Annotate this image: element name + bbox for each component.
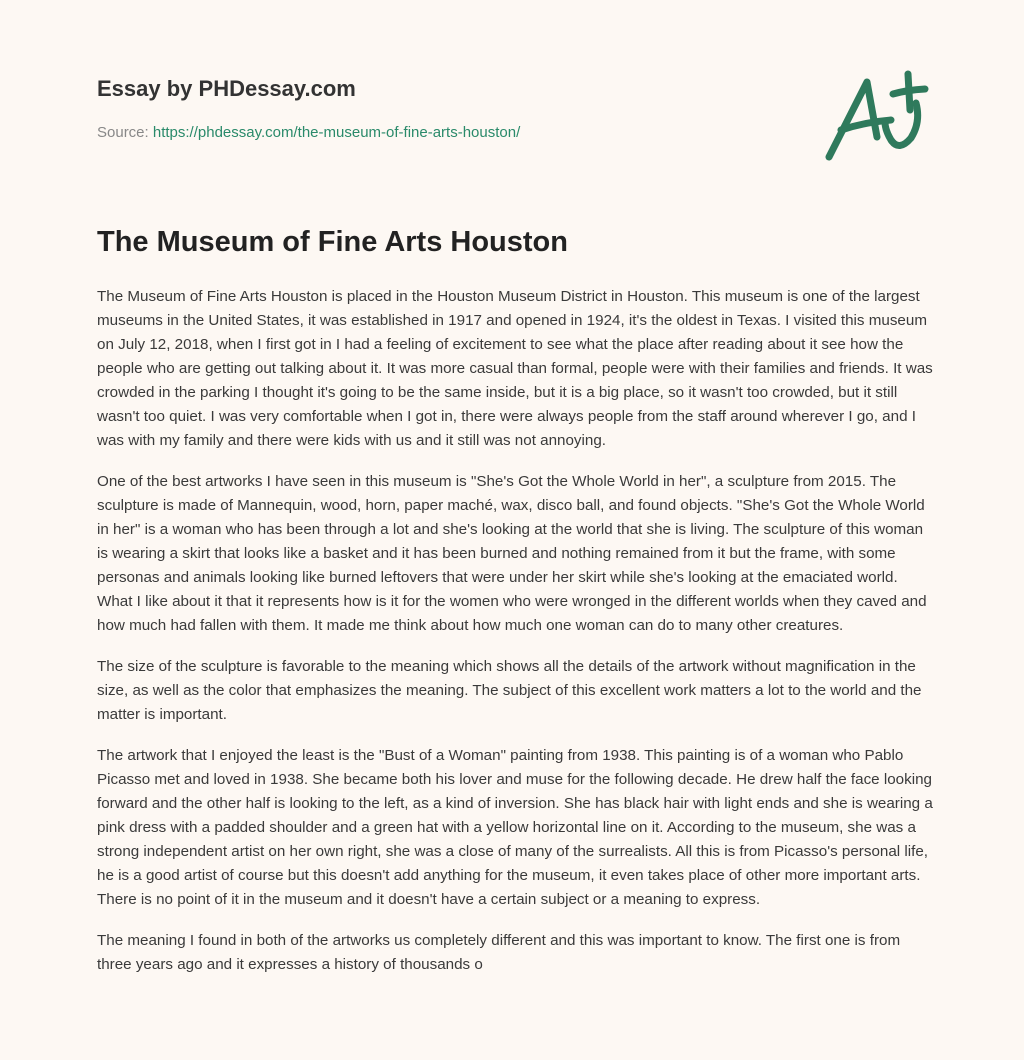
a-plus-grade-icon (815, 62, 935, 167)
essay-paragraph: The meaning I found in both of the artworks us completely different and this was important to know. The first one is from three years ago and it expresses a history of thousands o (97, 932, 901, 973)
source-line (97, 124, 520, 141)
essay-body (97, 285, 933, 994)
site-brand: Essay by PHDessay.com (97, 76, 356, 101)
page-title: The Museum of Fine Arts Houston (97, 226, 568, 258)
essay-paragraph: The size of the sculpture is favorable to the meaning which shows all the details of the artwork without magnification in the size, as well as the color that emphasizes the meaning. The subject of this excellent work matters a lot to the world and the matter is important. (97, 658, 922, 723)
essay-paragraph: One of the best artworks I have seen in this museum is "She's Got the Whole World in her", a sculpture from 2015. The sculpture is made of Mannequin, wood, horn, paper maché, wax, disco ball, and found objects. "She's Got the Whole World in her" is a woman who has been through a lot and she's looking at the world that she is living. The sculpture of this woman is wearing a skirt that looks like a basket and it has been burned and nothing remained from it but the frame, with some personas and animals looking like burned leftovers that were under her skirt while she's looking at the emaciated world. What I like about it that it represents how is it for the women who were wronged in the different worlds when they caved and how much had fallen with them. It made me think about how much one woman can do to many other creatures. (97, 473, 927, 634)
essay-paragraph: The artwork that I enjoyed the least is the "Bust of a Woman" painting from 1938. This painting is of a woman who Pablo Picasso met and loved in 1938. She became both his lover and muse for the following decade. He drew half the face looking forward and the other half is looking to the left, as a kind of inversion. She has black hair with light ends and she is wearing a pink dress with a padded shoulder and a green hat with a yellow horizontal line on it. According to the museum, she was a strong independent artist on her own right, she was a close of many of the surrealists. All this is from Picasso's personal life, he is a good artist of course but this doesn't add anything for the museum, it even takes place of other more important arts. There is no point of it in the museum and it doesn't have a certain subject or a meaning to express. (97, 747, 933, 908)
essay-paragraph: The Museum of Fine Arts Houston is placed in the Houston Museum District in Houston. This museum is one of the largest museums in the United States, it was established in 1917 and opened in 1924, it's the oldest in Texas. I visited this museum on July 12, 2018, when I first got in I had a feeling of excitement to see what the place after reading about it see how the people who are getting out talking about it. It was more casual than formal, people were with their families and friends. It was crowded in the parking I thought it's going to be the same inside, but it is a big place, so it wasn't too crowded, but it still wasn't too quiet. I was very comfortable when I got in, there were always people from the staff around wherever I go, and I was with my family and there were kids with us and it still was not annoying. (97, 288, 933, 449)
source-label: Source: (97, 124, 149, 141)
source-link[interactable]: https://phdessay.com/the-museum-of-fine-arts-houston/ (152, 124, 521, 141)
